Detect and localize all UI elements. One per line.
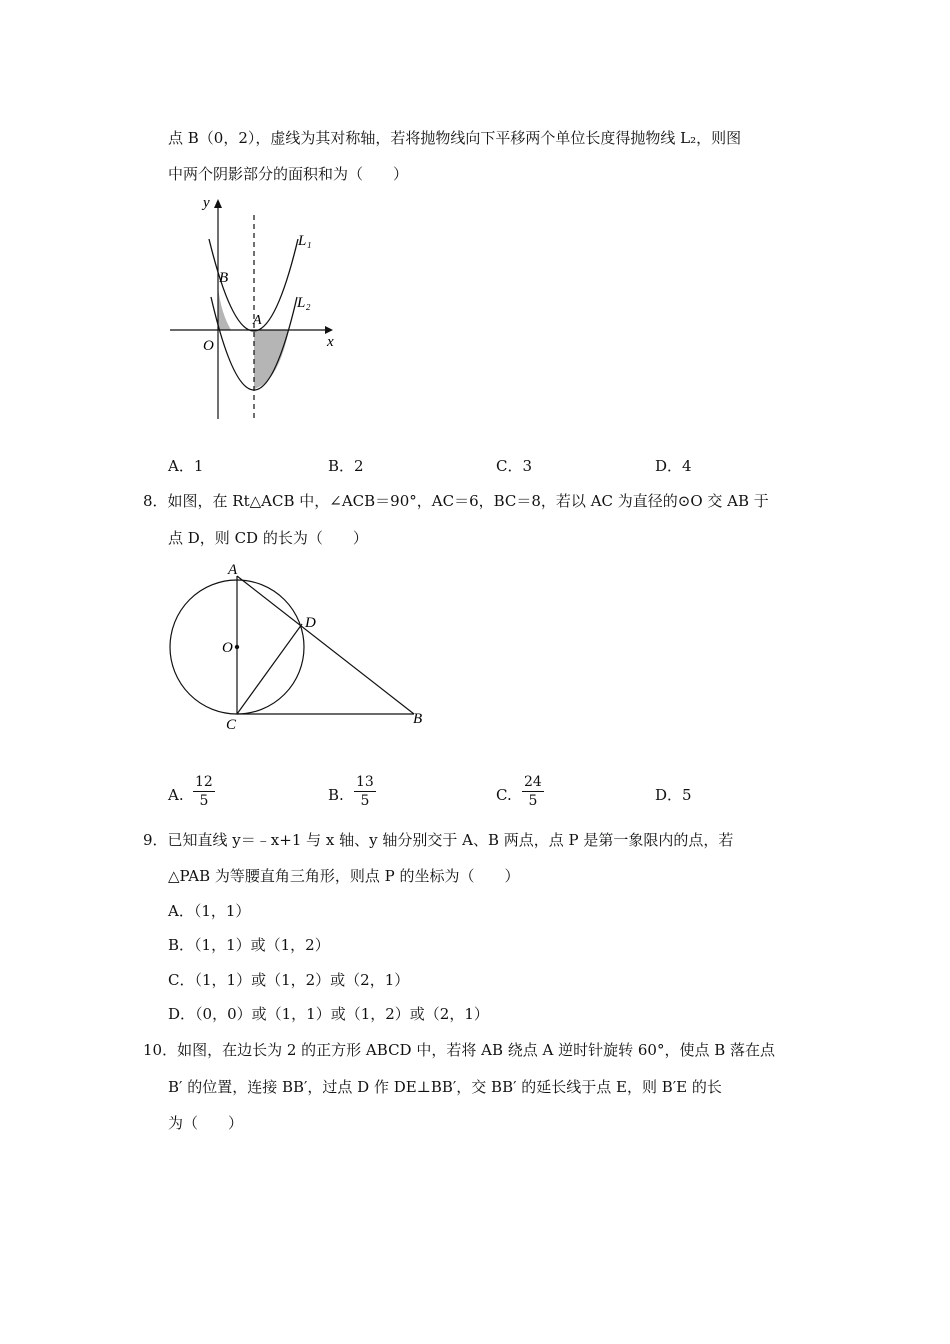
q7-option-c[interactable]: C．3 [496, 457, 533, 475]
q7-label-l1: L₁ [298, 233, 312, 249]
q8-option-a-fraction[interactable] [193, 773, 215, 810]
q8-option-c-fraction[interactable] [522, 773, 544, 810]
q8-segment-cd [237, 624, 302, 714]
q7-parabola-figure [165, 193, 350, 425]
q7-label-x: x [327, 334, 334, 350]
q9-text-line-1: 9．已知直线 y＝﹣x+1 与 x 轴、y 轴分别交于 A、B 两点，点 P 是第一象限内的点，若 [143, 831, 734, 849]
q8-segment-ab [237, 576, 414, 714]
q8-center-point [235, 645, 239, 649]
q8-label-a: A [228, 562, 238, 578]
q8-text-line-2: 点 D，则 CD 的长为（ ） [168, 529, 368, 547]
q9-option-d[interactable]: D．（0，0）或（1，1）或（1，2）或（2，1） [168, 1005, 489, 1023]
q8-text-line-1: 8．如图，在 Rt△ACB 中，∠ACB＝90°，AC＝6，BC＝8，若以 AC 为直径的⊙O 交 AB 于 [143, 492, 769, 510]
q7-shaded-region-left [218, 287, 254, 330]
q8-option-a-numerator: 12 [195, 774, 213, 790]
q7-option-d[interactable]: D．4 [655, 457, 692, 475]
q7-option-a[interactable]: A．1 [168, 457, 204, 475]
q7-shaded-region-right [254, 330, 289, 389]
q7-option-b[interactable]: B．2 [328, 457, 364, 475]
q8-option-a-denominator: 5 [199, 793, 209, 809]
q10-text-line-2: B′ 的位置，连接 BB′，过点 D 作 DE⊥BB′，交 BB′ 的延长线于点 E，则 B′E 的长 [168, 1078, 722, 1096]
q8-option-b-letter[interactable]: B. [328, 786, 344, 804]
q8-option-b-fraction[interactable] [354, 773, 376, 810]
q7-text-line-1: 点 B（0，2），虚线为其对称轴，若将抛物线向下平移两个单位长度得抛物线 L₂，则图 [168, 129, 742, 147]
q8-option-d[interactable]: D．5 [655, 786, 692, 804]
q9-option-a[interactable]: A．（1，1） [168, 902, 251, 920]
q8-label-o: O [222, 640, 233, 656]
q8-option-c-denominator: 5 [528, 793, 538, 809]
q8-option-b-denominator: 5 [360, 793, 370, 809]
q7-label-b: B [219, 270, 229, 286]
q7-label-o: O [203, 338, 214, 354]
q8-label-c: C [226, 717, 237, 733]
q8-option-b-numerator: 13 [356, 774, 374, 790]
q7-label-y: y [203, 195, 210, 211]
q9-option-c[interactable]: C．（1，1）或（1，2）或（2，1） [168, 971, 410, 989]
q8-label-d: D [305, 615, 316, 631]
q8-label-b: B [413, 711, 423, 727]
q8-circle-triangle-figure [160, 558, 435, 733]
q10-text-line-3: 为（ ） [168, 1114, 244, 1132]
q10-text-line-1: 10．如图，在边长为 2 的正方形 ABCD 中，若将 AB 绕点 A 逆时针旋转 60°，使点 B 落在点 [143, 1041, 776, 1059]
q9-text-line-2: △PAB 为等腰直角三角形，则点 P 的坐标为（ ） [168, 867, 520, 885]
q7-label-l2: L₂ [297, 295, 311, 311]
q8-option-c-numerator: 24 [524, 774, 542, 790]
q7-label-a: A [253, 313, 262, 328]
q8-option-c-letter[interactable]: C. [496, 786, 512, 804]
q9-option-b[interactable]: B．（1，1）或（1，2） [168, 936, 330, 954]
q8-option-a-letter[interactable]: A. [168, 786, 184, 804]
q7-text-line-2: 中两个阴影部分的面积和为（ ） [168, 165, 409, 183]
